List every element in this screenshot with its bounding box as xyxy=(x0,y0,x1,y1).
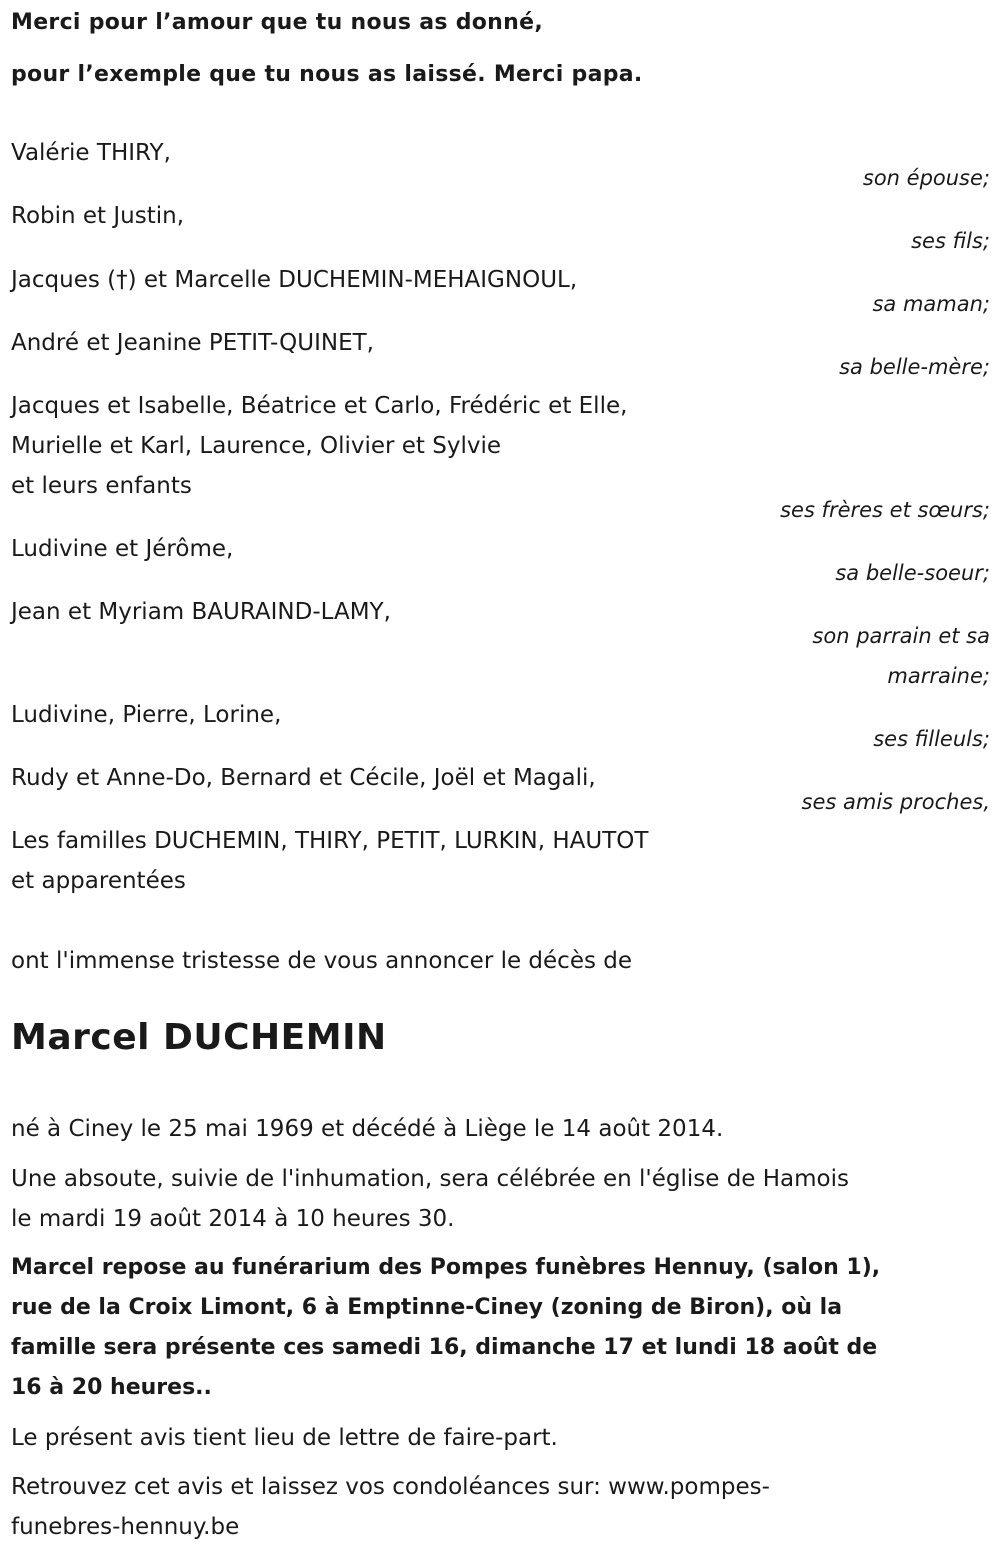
relation-line: ses filleuls; xyxy=(873,727,990,751)
relation-line: ses amis proches, xyxy=(801,790,990,814)
family-relation xyxy=(872,284,990,324)
visitation-text xyxy=(11,1248,986,1408)
family-relation xyxy=(812,616,990,696)
family-name: Rudy et Anne-Do, Bernard et Cécile, Joël et Magali, xyxy=(11,765,596,791)
family-name xyxy=(11,821,648,901)
family-relation xyxy=(911,221,990,261)
family-name: Jacques (†) et Marcelle DUCHEMIN-MEHAIGNOUL, xyxy=(11,267,578,293)
family-relation xyxy=(863,158,990,198)
birth-death-text: né à Ciney le 25 mai 1969 et décédé à Liège le 14 août 2014. xyxy=(11,1116,724,1142)
family-name: André et Jeanine PETIT-QUINET, xyxy=(11,330,374,356)
name-line: et leurs enfants xyxy=(11,473,192,499)
intro-line-1: Merci pour l’amour que tu nous as donné, xyxy=(11,10,543,35)
family-name: Robin et Justin, xyxy=(11,203,185,229)
family-relation xyxy=(873,719,990,759)
family-name: Valérie THIRY, xyxy=(11,140,171,166)
family-name: Ludivine et Jérôme, xyxy=(11,536,234,562)
relation-line: son épouse; xyxy=(862,166,990,190)
family-relation xyxy=(780,490,990,530)
website-line: Retrouvez cet avis et laissez vos condoléances sur: www.pompes- xyxy=(11,1474,770,1500)
notice-text: Le présent avis tient lieu de lettre de faire-part. xyxy=(11,1425,558,1451)
visitation-line: 16 à 20 heures.. xyxy=(11,1375,212,1400)
family-relation xyxy=(802,782,990,822)
name-line: Les familles DUCHEMIN, THIRY, PETIT, LURKIN, HAUTOT xyxy=(11,828,649,854)
website-line: funebres-hennuy.be xyxy=(11,1514,240,1540)
website-text xyxy=(11,1467,986,1547)
relation-line: ses frères et sœurs; xyxy=(780,498,990,522)
relation-line: marraine; xyxy=(887,664,990,688)
relation-line: ses fils; xyxy=(911,229,990,253)
ceremony-line: le mardi 19 août 2014 à 10 heures 30. xyxy=(11,1206,455,1232)
family-name xyxy=(11,386,627,506)
visitation-line: rue de la Croix Limont, 6 à Emptinne-Ciney (zoning de Biron), où la xyxy=(11,1295,843,1320)
family-relation xyxy=(839,347,990,387)
deceased-name: Marcel DUCHEMIN xyxy=(11,1017,387,1058)
ceremony-line: Une absoute, suivie de l'inhumation, sera célébrée en l'église de Hamois xyxy=(11,1166,849,1192)
family-name: Jean et Myriam BAURAIND-LAMY, xyxy=(11,599,391,625)
visitation-line: Marcel repose au funérarium des Pompes funèbres Hennuy, (salon 1), xyxy=(11,1255,881,1280)
relation-line: sa belle-soeur; xyxy=(835,561,990,585)
name-line: Murielle et Karl, Laurence, Olivier et Sylvie xyxy=(11,433,501,459)
relation-line: sa belle-mère; xyxy=(839,355,990,379)
name-line: et apparentées xyxy=(11,868,186,894)
name-line: Jacques et Isabelle, Béatrice et Carlo, Frédéric et Elle, xyxy=(11,393,628,419)
family-name: Ludivine, Pierre, Lorine, xyxy=(11,702,282,728)
ceremony-text xyxy=(11,1159,986,1239)
intro-line-2: pour l’exemple que tu nous as laissé. Merci papa. xyxy=(11,62,643,87)
announcement-text: ont l'immense tristesse de vous annoncer le décès de xyxy=(11,948,633,974)
relation-line: son parrain et sa xyxy=(812,624,990,648)
relation-line: sa maman; xyxy=(872,292,990,316)
family-relation xyxy=(835,553,990,593)
visitation-line: famille sera présente ces samedi 16, dimanche 17 et lundi 18 août de xyxy=(11,1335,878,1360)
